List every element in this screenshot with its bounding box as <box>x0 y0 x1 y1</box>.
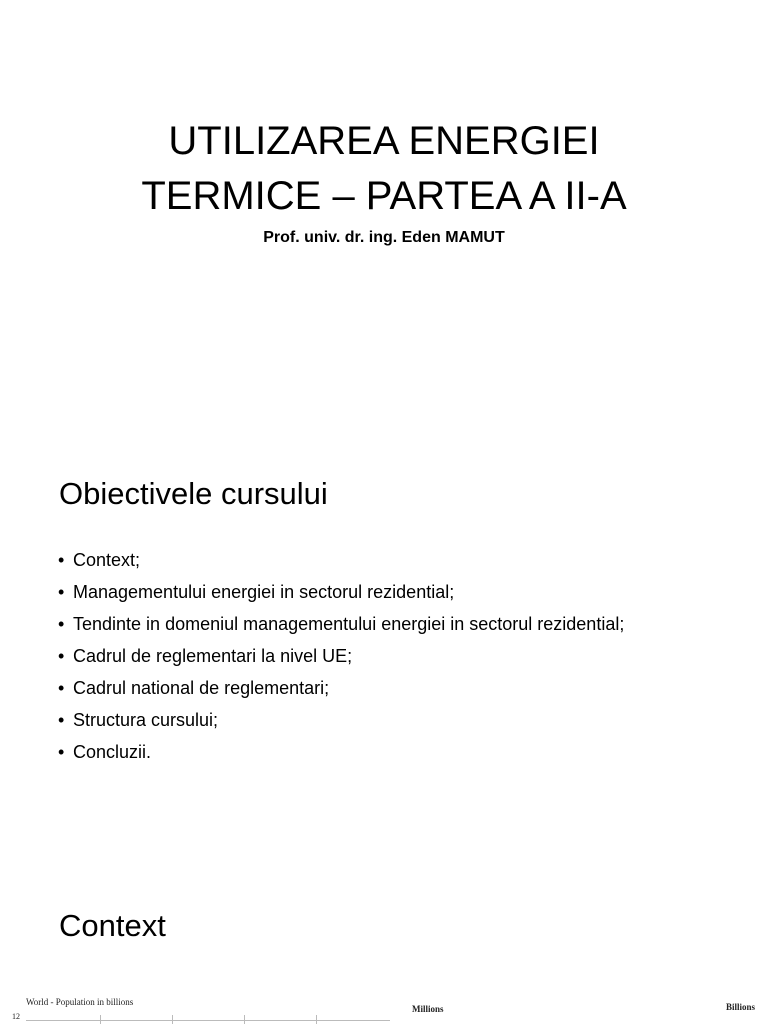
bullet-icon: • <box>58 742 65 762</box>
right-chart-unit: Billions <box>726 1002 756 1012</box>
list-item-text: Tendinte in domeniul managementului energiei in sectorul rezidential; <box>73 614 625 634</box>
objectives-slide <box>0 440 768 860</box>
left-chart-title: World - Population in billions <box>26 997 134 1007</box>
bullet-icon: • <box>58 710 65 730</box>
objectives-list <box>58 548 658 772</box>
list-item-text: Context; <box>73 550 141 570</box>
list-item-text: Cadrul national de reglementari; <box>73 678 330 698</box>
list-item <box>58 580 658 604</box>
left-chart-gridline <box>26 1020 390 1021</box>
objectives-heading: Obiectivele cursului <box>59 476 328 511</box>
list-item-text: Structura cursului; <box>73 710 219 730</box>
left-chart-gridline <box>244 1015 245 1024</box>
author-line: Prof. univ. dr. ing. Eden MAMUT <box>263 229 505 246</box>
list-item-text: Concluzii. <box>73 742 152 762</box>
bullet-icon: • <box>58 582 65 602</box>
context-slide <box>0 890 768 1024</box>
context-heading: Context <box>59 908 166 943</box>
left-chart-gridline <box>172 1015 173 1024</box>
bullet-icon: • <box>58 646 65 666</box>
left-chart-gridline <box>100 1015 101 1024</box>
list-item <box>58 612 658 636</box>
left-chart-tick: 12 <box>12 1012 20 1021</box>
title-line-2: TERMICE – PARTEA A II-A <box>141 174 627 218</box>
list-item <box>58 644 658 668</box>
presentation-title <box>0 114 768 224</box>
list-item <box>58 708 658 732</box>
list-item <box>58 548 658 572</box>
list-item <box>58 676 658 700</box>
left-chart-gridline <box>316 1015 317 1024</box>
title-slide <box>0 0 768 420</box>
list-item-text: Managementului energiei in sectorul rezidential; <box>73 582 455 602</box>
list-item-text: Cadrul de reglementari la nivel UE; <box>73 646 353 666</box>
title-line-1: UTILIZAREA ENERGIEI <box>168 119 600 163</box>
list-item <box>58 740 658 764</box>
bullet-icon: • <box>58 678 65 698</box>
middle-chart-unit: Millions <box>412 1004 444 1014</box>
bullet-icon: • <box>58 550 65 570</box>
bullet-icon: • <box>58 614 65 634</box>
